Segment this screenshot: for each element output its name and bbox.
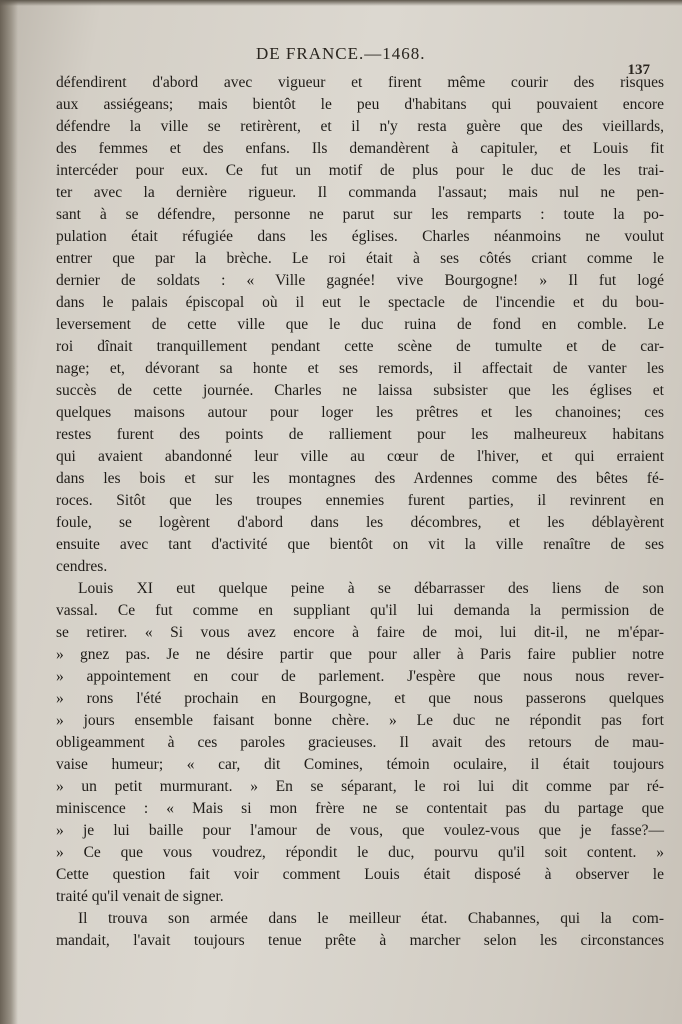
page-number: 137 xyxy=(627,62,650,78)
text-line: » jours ensemble faisant bonne chère. » Le duc ne répondit pas fort xyxy=(56,712,664,729)
body-text xyxy=(56,72,664,952)
text-line: » rons l'été prochain en Bourgogne, et que nous passerons quelques xyxy=(56,690,664,707)
text-line: dans le palais épiscopal où il eut le spectacle de l'incendie et du bou- xyxy=(56,294,664,311)
paragraph-end-line: cendres. xyxy=(56,558,108,575)
paragraph-start-line: Louis XI eut quelque peine à se débarrasser des liens de son xyxy=(78,580,664,597)
text-line: pulation était réfugiée dans les églises. Charles néanmoins ne voulut xyxy=(56,228,664,245)
paragraph-end-line: traité qu'il venait de signer. xyxy=(56,888,224,905)
text-line: » Ce que vous voudrez, répondit le duc, pourvu qu'il soit content. » xyxy=(56,844,664,861)
page-header xyxy=(60,44,650,78)
text-line: » un petit murmurant. » En se séparant, le roi lui dit comme par ré- xyxy=(56,778,664,795)
text-line: vassal. Ce fut comme en suppliant qu'il lui demanda la permission de xyxy=(56,602,664,619)
text-line: » appointement en cour de parlement. J'espère que nous nous rever- xyxy=(56,668,664,685)
text-line: Cette question fait voir comment Louis était disposé à observer le xyxy=(56,866,664,883)
text-line: dans les bois et sur les montagnes des Ardennes comme des bêtes fé- xyxy=(56,470,664,487)
text-line: sant à se défendre, personne ne parut sur les remparts : toute la po- xyxy=(56,206,664,223)
text-line: se retirer. « Si vous avez encore à faire de moi, lui dit-il, ne m'épar- xyxy=(56,624,664,641)
text-line: aux assiégeans; mais bientôt le peu d'habitans qui pouvaient encore xyxy=(56,96,664,113)
text-line: roces. Sitôt que les troupes ennemies furent parties, il revinrent en xyxy=(56,492,664,509)
text-line: quelques maisons autour pour loger les prêtres et les chanoines; ces xyxy=(56,404,664,421)
text-line: défendirent d'abord avec vigueur et firent même courir des risques xyxy=(56,74,664,91)
text-line: foule, se logèrent d'abord dans les décombres, et les déblayèrent xyxy=(56,514,664,531)
text-line: » je lui baille pour l'amour de vous, que voulez-vous que je fasse?— xyxy=(56,822,664,839)
text-line: entrer que par la brèche. Le roi était à ses côtés criant comme le xyxy=(56,250,664,267)
text-line: » gnez pas. Je ne désire partir que pour aller à Paris faire publier notre xyxy=(56,646,664,663)
text-line: mandait, l'avait toujours tenue prête à marcher selon les circonstances xyxy=(56,932,664,949)
text-line: ensuite avec tant d'activité que bientôt on vit la ville renaître de ses xyxy=(56,536,664,553)
text-line: défendre la ville se retirèrent, et il n'y resta guère que des vieillards, xyxy=(56,118,664,135)
text-line: qui avaient abandonné leur ville au cœur de l'hiver, et qui erraient xyxy=(56,448,664,465)
text-line: roi dînait tranquillement pendant cette scène de tumulte et de car- xyxy=(56,338,664,355)
page-top-edge xyxy=(0,0,682,6)
text-line: dernier de soldats : « Ville gagnée! vive Bourgogne! » Il fut logé xyxy=(56,272,664,289)
text-line: obligeamment à ces paroles gracieuses. Il avait des retours de mau- xyxy=(56,734,664,751)
text-line: des femmes et des enfans. Ils demandèrent à capituler, et Louis fit xyxy=(56,140,664,157)
text-line: ter avec la dernière rigueur. Il commanda l'assaut; mais nul ne pen- xyxy=(56,184,664,201)
text-line: miniscence : « Mais si mon frère ne se contentait pas du partage que xyxy=(56,800,664,817)
text-line: restes furent des points de ralliement pour les malheureux habitans xyxy=(56,426,664,443)
text-line: succès de cette journée. Charles ne laissa subsister que les églises et xyxy=(56,382,664,399)
running-title: DE FRANCE.—1468. xyxy=(256,44,426,63)
text-line: nage; et, dévorant sa honte et ses remords, il affectait de vanter les xyxy=(56,360,664,377)
text-line: vaise humeur; « car, dit Comines, témoin oculaire, il était toujours xyxy=(56,756,664,773)
text-line: leversement de cette ville que le duc ruina de fond en comble. Le xyxy=(56,316,664,333)
text-line: intercéder pour eux. Ce fut un motif de plus pour le duc de les trai- xyxy=(56,162,664,179)
book-gutter-shadow xyxy=(0,0,18,1024)
paragraph-start-line: Il trouva son armée dans le meilleur état. Chabannes, qui la com- xyxy=(78,910,664,927)
